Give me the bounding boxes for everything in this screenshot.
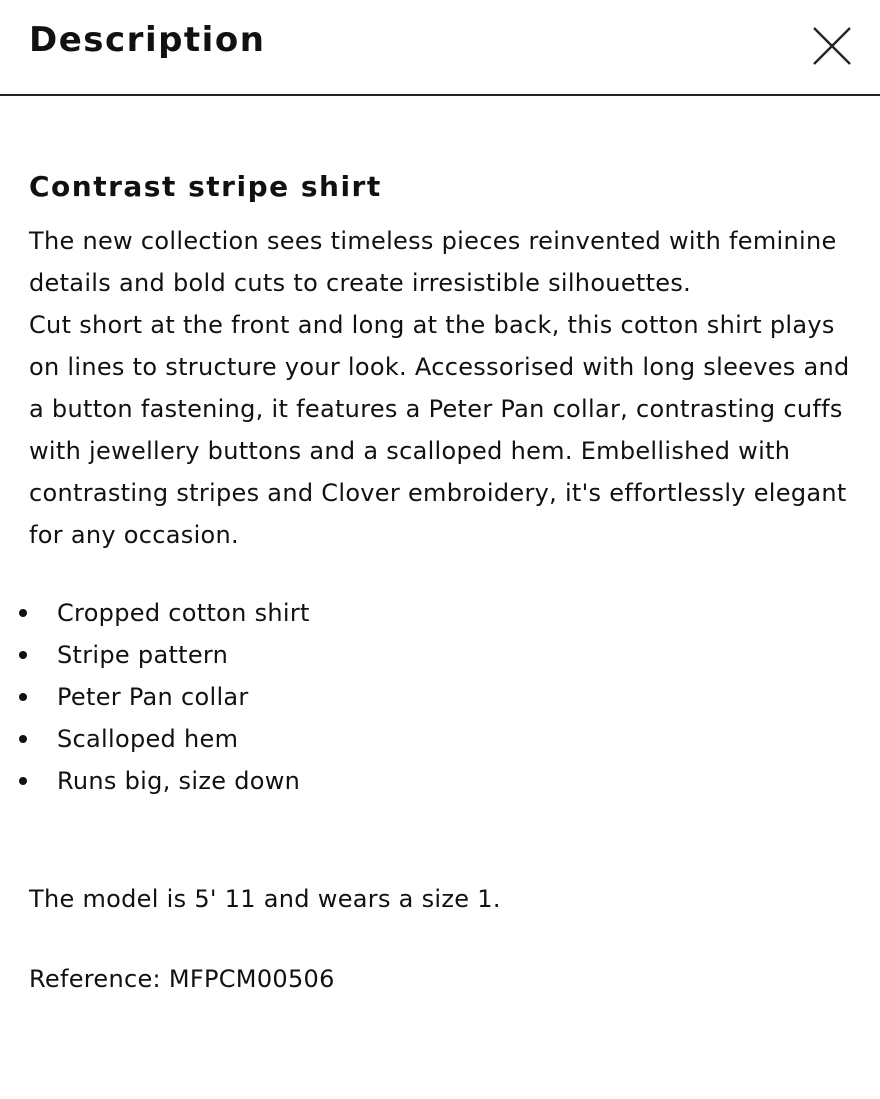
close-icon: [808, 22, 856, 70]
list-item: [19, 760, 859, 802]
bullet-icon: [19, 735, 27, 743]
list-item: [19, 676, 859, 718]
list-item: [19, 592, 859, 634]
list-item: [19, 718, 859, 760]
feature-text: Cropped cotton shirt: [57, 599, 310, 627]
feature-text: Runs big, size down: [57, 767, 301, 795]
product-title: Contrast stripe shirt: [29, 170, 382, 203]
description-content: [29, 168, 859, 1000]
bullet-icon: [19, 609, 27, 617]
list-item: [19, 634, 859, 676]
bullet-icon: [19, 693, 27, 701]
description-header: [0, 0, 880, 96]
close-button[interactable]: [808, 22, 856, 70]
feature-text: Peter Pan collar: [57, 683, 249, 711]
product-reference: Reference: MFPCM00506: [29, 965, 335, 993]
feature-list: [19, 592, 859, 802]
bullet-icon: [19, 651, 27, 659]
bullet-icon: [19, 777, 27, 785]
feature-text: Scalloped hem: [57, 725, 239, 753]
description-paragraph: The new collection sees timeless pieces reinvented with feminine details and bold cuts to create irresistible silhouettes.: [29, 227, 837, 297]
model-size-note: The model is 5' 11 and wears a size 1.: [29, 885, 501, 913]
page-title: Description: [29, 20, 266, 60]
product-description: [29, 220, 859, 556]
feature-text: Stripe pattern: [57, 641, 229, 669]
description-paragraph: Cut short at the front and long at the back, this cotton shirt plays on lines to structure your look. Accessorised with long sleeves and a button fastening, it features a Peter Pan collar, contrasting cuffs with jewellery buttons and a scalloped hem. Embellished with contrasting stripes and Clover embroidery, it's effortlessly elegant for any occasion.: [29, 311, 850, 549]
